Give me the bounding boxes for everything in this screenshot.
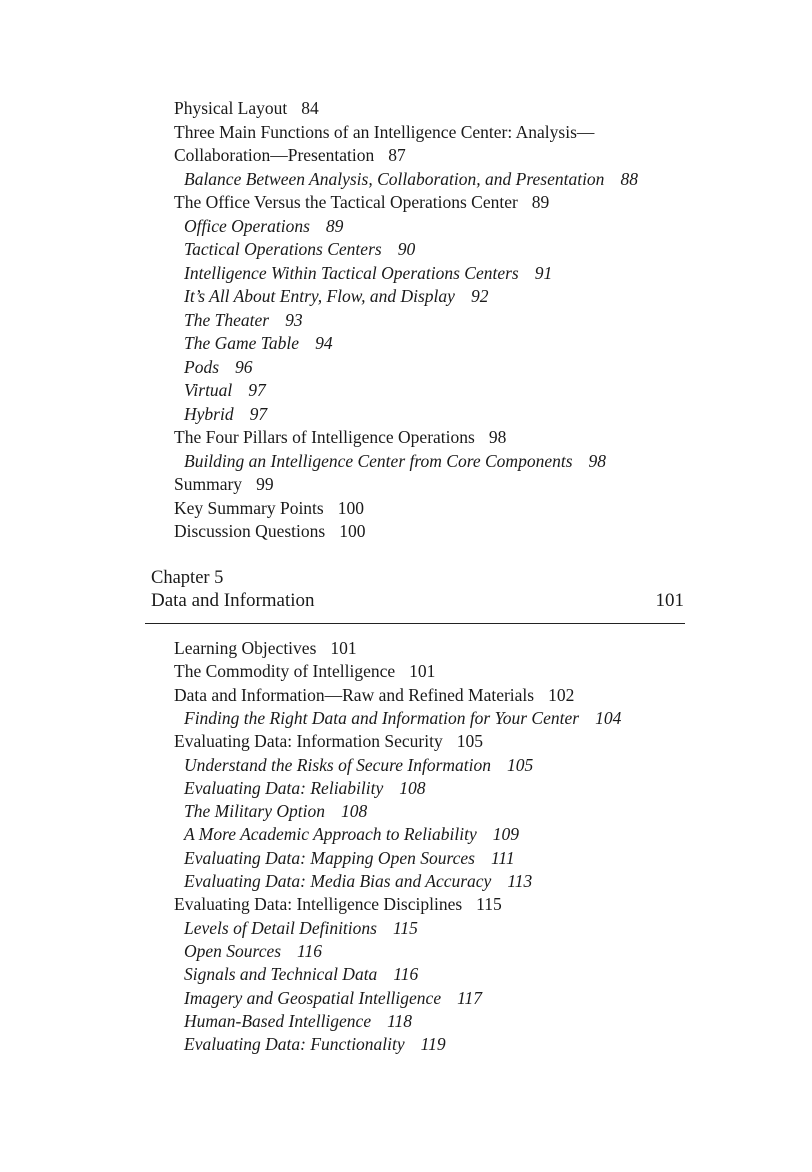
toc-entry <box>184 940 322 962</box>
toc-entry-page: 98 <box>588 450 607 471</box>
toc-entry-page: 100 <box>339 521 366 541</box>
toc-entry-title: Human-Based Intelligence <box>184 1010 372 1031</box>
toc-entry-page: 117 <box>457 987 483 1008</box>
toc-entry <box>184 215 343 237</box>
toc-entry-page: 91 <box>534 262 553 283</box>
toc-entry-page: 84 <box>301 98 319 118</box>
toc-entry-page: 108 <box>399 777 426 798</box>
toc-entry-title: Levels of Detail Definitions <box>184 917 377 938</box>
toc-entry <box>184 777 426 799</box>
toc-entry-title: Physical Layout <box>174 98 288 118</box>
toc-entry <box>174 730 483 752</box>
toc-entry-page: 105 <box>456 731 483 752</box>
toc-entry <box>184 450 606 472</box>
toc-entry-title: Open Sources <box>184 940 282 961</box>
toc-entry <box>174 684 574 706</box>
toc-entry-page: 108 <box>340 801 368 822</box>
toc-entry-title: The Commodity of Intelligence <box>174 661 396 682</box>
toc-entry-title: Key Summary Points <box>174 497 324 518</box>
toc-entry <box>184 356 253 378</box>
toc-entry-page: 111 <box>490 847 515 868</box>
toc-entry <box>184 1010 412 1032</box>
toc-entry-page: 90 <box>397 239 416 259</box>
toc-entry <box>184 285 488 307</box>
toc-entry-title: Building an Intelligence Center from Core Components <box>184 450 573 471</box>
toc-entry-title: Intelligence Within Tactical Operations Centers <box>184 262 519 283</box>
toc-entry-page: 116 <box>297 940 322 961</box>
toc-entry-page: 115 <box>476 894 502 915</box>
toc-entry-title: Office Operations <box>184 215 310 236</box>
toc-entry-title: Evaluating Data: Media Bias and Accuracy <box>184 871 492 891</box>
toc-entry-title: Data and Information—Raw and Refined Materials <box>174 684 535 705</box>
toc-entry-page: 116 <box>393 964 419 985</box>
toc-entry-title: Finding the Right Data and Information for Your Center <box>184 707 580 728</box>
toc-entry <box>174 97 319 119</box>
toc-entry-title: A More Academic Approach to Reliability <box>184 824 477 845</box>
toc-entry-title: The Military Option <box>184 801 325 822</box>
toc-entry-title: Discussion Questions <box>174 521 326 541</box>
toc-entry-page: 98 <box>488 427 507 447</box>
toc-entry-title: Three Main Functions of an Intelligence Center: Analysis— <box>174 121 595 142</box>
toc-entry <box>184 332 333 354</box>
toc-entry <box>184 963 418 985</box>
toc-entry-page: 100 <box>337 497 364 518</box>
toc-entry-title: Balance Between Analysis, Collaboration, and Presentation <box>184 168 605 189</box>
toc-entry <box>184 870 532 892</box>
toc-entry-page: 94 <box>315 333 333 353</box>
toc-entry-page: 118 <box>387 1010 413 1031</box>
toc-entry <box>174 660 435 682</box>
toc-entry-page: 92 <box>470 286 489 306</box>
toc-entry <box>174 473 274 495</box>
toc-entry <box>184 1033 446 1055</box>
toc-entry-title: The Office Versus the Tactical Operations Center <box>174 192 518 212</box>
toc-entry <box>174 893 502 915</box>
toc-entry <box>174 426 506 448</box>
toc-entry-page: 87 <box>388 145 406 165</box>
toc-entry-page: 99 <box>256 474 274 494</box>
toc-entry-title: Virtual <box>184 380 233 400</box>
toc-entry <box>184 262 552 284</box>
toc-entry-page: 119 <box>420 1034 446 1055</box>
toc-entry-title: Collaboration—Presentation <box>174 145 375 165</box>
toc-entry-title: Evaluating Data: Reliability <box>184 777 384 798</box>
toc-entry <box>184 707 621 729</box>
chapter-divider <box>145 623 685 624</box>
toc-entry <box>184 168 638 190</box>
toc-entry-title: Signals and Technical Data <box>184 964 378 985</box>
toc-entry-title: Evaluating Data: Functionality <box>184 1034 405 1055</box>
toc-entry-page: 115 <box>392 917 418 938</box>
toc-entry <box>174 144 406 166</box>
toc-entry-title: The Game Table <box>184 333 300 353</box>
toc-entry-page: 89 <box>531 192 550 212</box>
toc-entry-page: 105 <box>507 754 534 775</box>
toc-entry-title: Imagery and Geospatial Intelligence <box>184 987 442 1008</box>
toc-entry-title: Learning Objectives <box>174 638 317 658</box>
toc-entry-page: 104 <box>595 707 622 728</box>
toc-entry-title: It’s All About Entry, Flow, and Display <box>184 286 455 306</box>
toc-entry <box>174 121 608 143</box>
toc-entry <box>174 637 357 659</box>
toc-entry <box>184 917 418 939</box>
toc-entry-page: 93 <box>285 309 303 330</box>
toc-entry-title: Summary <box>174 474 243 494</box>
toc-entry-title: Evaluating Data: Intelligence Disciplines <box>174 894 463 915</box>
chapter-page-number: 101 <box>655 590 684 611</box>
chapter-label: Chapter 5 <box>151 568 224 588</box>
toc-entry <box>174 497 364 519</box>
toc-entry <box>184 800 367 822</box>
toc-entry <box>184 754 533 776</box>
toc-entry-title: Understand the Risks of Secure Information <box>184 754 492 775</box>
toc-entry-page: 96 <box>235 356 253 377</box>
toc-entry-title: The Theater <box>184 309 270 330</box>
chapter-title: Data and Information <box>151 590 315 611</box>
toc-entry-page: 97 <box>248 380 266 400</box>
toc-entry <box>184 823 519 845</box>
toc-entry-title: Evaluating Data: Information Security <box>174 731 443 752</box>
toc-entry-page: 89 <box>325 215 344 236</box>
toc-entry-title: Hybrid <box>184 403 234 424</box>
toc-entry <box>184 847 515 869</box>
toc-entry <box>184 403 267 425</box>
toc-entry-title: Tactical Operations Centers <box>184 239 382 259</box>
toc-entry-page: 97 <box>249 403 268 424</box>
toc-entry <box>184 987 482 1009</box>
toc-entry-page: 101 <box>330 638 357 658</box>
toc-entry <box>184 309 303 331</box>
toc-entry-page: 113 <box>507 871 533 891</box>
toc-entry-page: 109 <box>492 824 519 845</box>
toc-entry <box>184 379 266 401</box>
toc-entry-title: Pods <box>184 356 219 377</box>
toc-entry-page: 88 <box>620 168 638 189</box>
toc-entry-title: Evaluating Data: Mapping Open Sources <box>184 847 475 868</box>
toc-entry-title: The Four Pillars of Intelligence Operations <box>174 427 475 447</box>
toc-entry-page: 101 <box>409 661 436 682</box>
toc-entry <box>184 238 415 260</box>
toc-entry-page: 102 <box>548 684 575 705</box>
toc-entry <box>174 520 365 542</box>
toc-entry <box>174 191 549 213</box>
